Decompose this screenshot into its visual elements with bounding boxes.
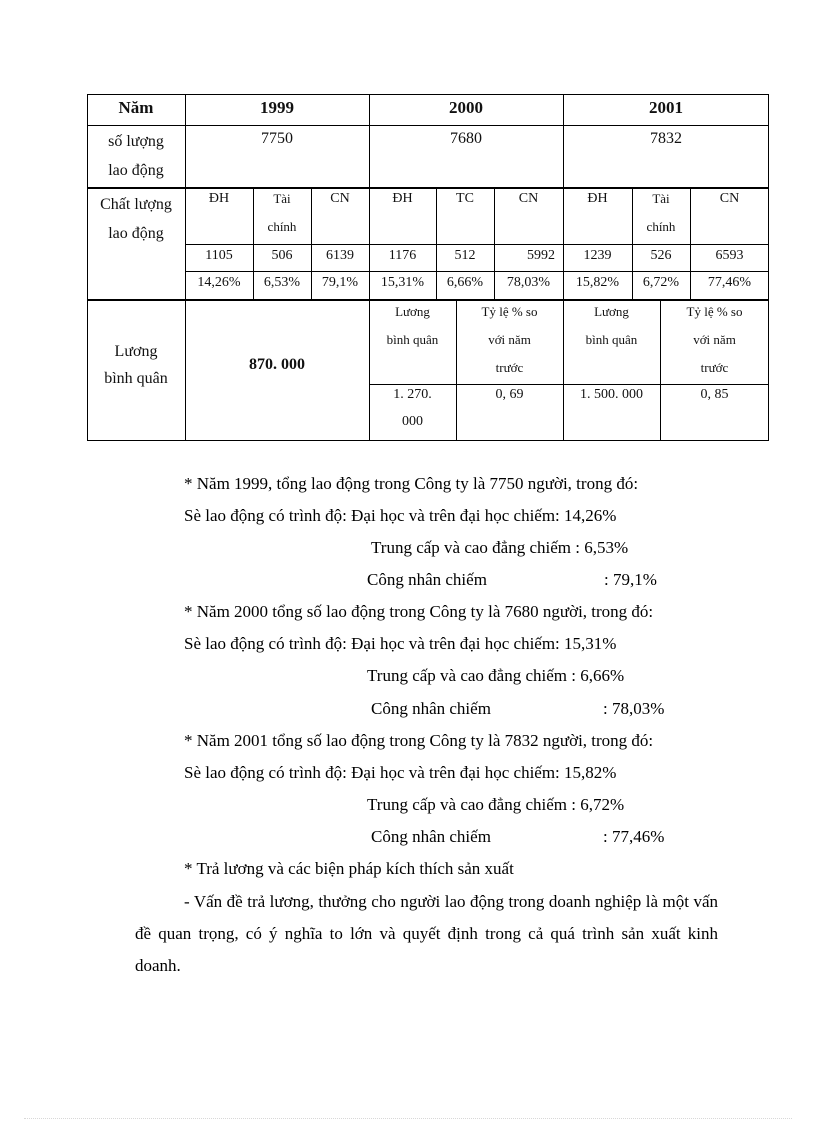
qp-cell: 6,72% bbox=[642, 275, 680, 290]
qc-cell: 506 bbox=[271, 248, 293, 263]
qh-2000-dh: ĐH bbox=[392, 191, 413, 206]
quality-label: Chất lượng lao động bbox=[100, 196, 172, 242]
table-rule bbox=[87, 125, 769, 126]
qh-2001-tc: Tài chính bbox=[646, 191, 676, 234]
qc-cell: 1239 bbox=[583, 248, 612, 263]
qc-cell: 526 bbox=[650, 248, 672, 263]
year-header: Năm bbox=[118, 98, 154, 117]
text-line: Trung cấp và cao đẳng chiếm : 6,72% bbox=[367, 795, 625, 814]
qh-2000-tc: TC bbox=[456, 191, 474, 206]
year-2000: 2000 bbox=[449, 98, 483, 117]
salary-avg-header-2001: Lương bình quân bbox=[585, 304, 638, 347]
text-line: Trung cấp và cao đẳng chiếm : 6,66% bbox=[367, 666, 625, 685]
qp-cell: 79,1% bbox=[321, 275, 359, 290]
text-line: * Năm 1999, tổng lao động trong Công ty là 7750 người, trong đó: bbox=[184, 474, 639, 493]
text-line: * Năm 2001 tổng số lao động trong Công ty là 7832 người, trong đó: bbox=[184, 731, 654, 750]
text-line: Trung cấp và cao đẳng chiếm : 6,53% bbox=[371, 538, 629, 557]
ratio-2001: 0, 85 bbox=[700, 387, 729, 402]
salary-ratio-header-2000: Tỷ lệ % so với năm trước bbox=[481, 304, 538, 375]
table-rule bbox=[185, 271, 769, 272]
qp-cell: 6,53% bbox=[263, 275, 301, 290]
salary-avg-header-2000: Lương bình quân bbox=[386, 304, 439, 347]
salary-2001: 1. 500. 000 bbox=[580, 387, 643, 402]
qp-cell: 6,66% bbox=[446, 275, 484, 290]
qc-cell: 6593 bbox=[715, 248, 744, 263]
qc-cell: 6139 bbox=[326, 248, 354, 263]
table-border bbox=[87, 440, 769, 441]
table-rule bbox=[185, 244, 769, 245]
text-line: * Trả lương và các biện pháp kích thích sản xuất bbox=[184, 859, 514, 878]
qp-cell: 77,46% bbox=[707, 275, 752, 290]
count-2001: 7832 bbox=[650, 130, 682, 147]
qh-2001-cn: CN bbox=[719, 191, 740, 206]
qh-1999-dh: ĐH bbox=[208, 191, 230, 206]
qh-2001-dh: ĐH bbox=[587, 191, 608, 206]
qp-cell: 15,31% bbox=[380, 275, 425, 290]
text-line: Sè lao động có trình độ: Đại học và trên đại học chiếm: 15,31% bbox=[184, 634, 617, 653]
qh-1999-tc: Tài chính bbox=[267, 191, 297, 234]
qp-cell: 15,82% bbox=[575, 275, 620, 290]
text-line: Sè lao động có trình độ: Đại học và trên đại học chiếm: 15,82% bbox=[184, 763, 617, 782]
qc-cell: 5992 bbox=[527, 248, 555, 263]
qp-cell: 78,03% bbox=[506, 275, 551, 290]
text-line: : 78,03% bbox=[603, 699, 665, 718]
qh-1999-cn: CN bbox=[330, 191, 350, 206]
text-line: Sè lao động có trình độ: Đại học và trên đại học chiếm: 14,26% bbox=[184, 506, 617, 525]
text-line: : 79,1% bbox=[604, 570, 657, 589]
qp-cell: 14,26% bbox=[197, 275, 241, 290]
qc-cell: 1105 bbox=[205, 248, 233, 263]
page-footer-rule bbox=[24, 1118, 792, 1119]
ratio-2000: 0, 69 bbox=[495, 387, 524, 402]
text-line: Công nhân chiếm bbox=[371, 827, 491, 846]
count-label: số lượng lao động bbox=[108, 133, 164, 179]
salary-label: Lương bình quân bbox=[104, 343, 168, 387]
text-line: : 77,46% bbox=[603, 827, 665, 846]
year-1999: 1999 bbox=[260, 98, 294, 117]
text-line: * Năm 2000 tổng số lao động trong Công ty là 7680 người, trong đó: bbox=[184, 602, 654, 621]
qh-2000-cn: CN bbox=[518, 191, 539, 206]
qc-cell: 1176 bbox=[388, 248, 417, 263]
table-border bbox=[87, 94, 769, 95]
count-1999: 7750 bbox=[261, 130, 293, 147]
salary-ratio-header-2001: Tỷ lệ % so với năm trước bbox=[686, 304, 743, 375]
text-paragraph: - Vấn đề trả lương, thưởng cho người lao động trong doanh nghiệp là một vấn đề quan trọng, có ý nghĩa to lớn và quyết định trong cả quá trình sản xuất kinh doanh. bbox=[135, 892, 718, 975]
text-line: Công nhân chiếm bbox=[367, 570, 487, 589]
qc-cell: 512 bbox=[454, 248, 476, 263]
salary-2000: 1. 270. 000 bbox=[393, 387, 432, 429]
year-2001: 2001 bbox=[649, 98, 683, 117]
salary-1999: 870. 000 bbox=[249, 356, 305, 373]
count-2000: 7680 bbox=[450, 130, 482, 147]
text-line: Công nhân chiếm bbox=[371, 699, 491, 718]
labor-statistics-table bbox=[87, 94, 769, 441]
